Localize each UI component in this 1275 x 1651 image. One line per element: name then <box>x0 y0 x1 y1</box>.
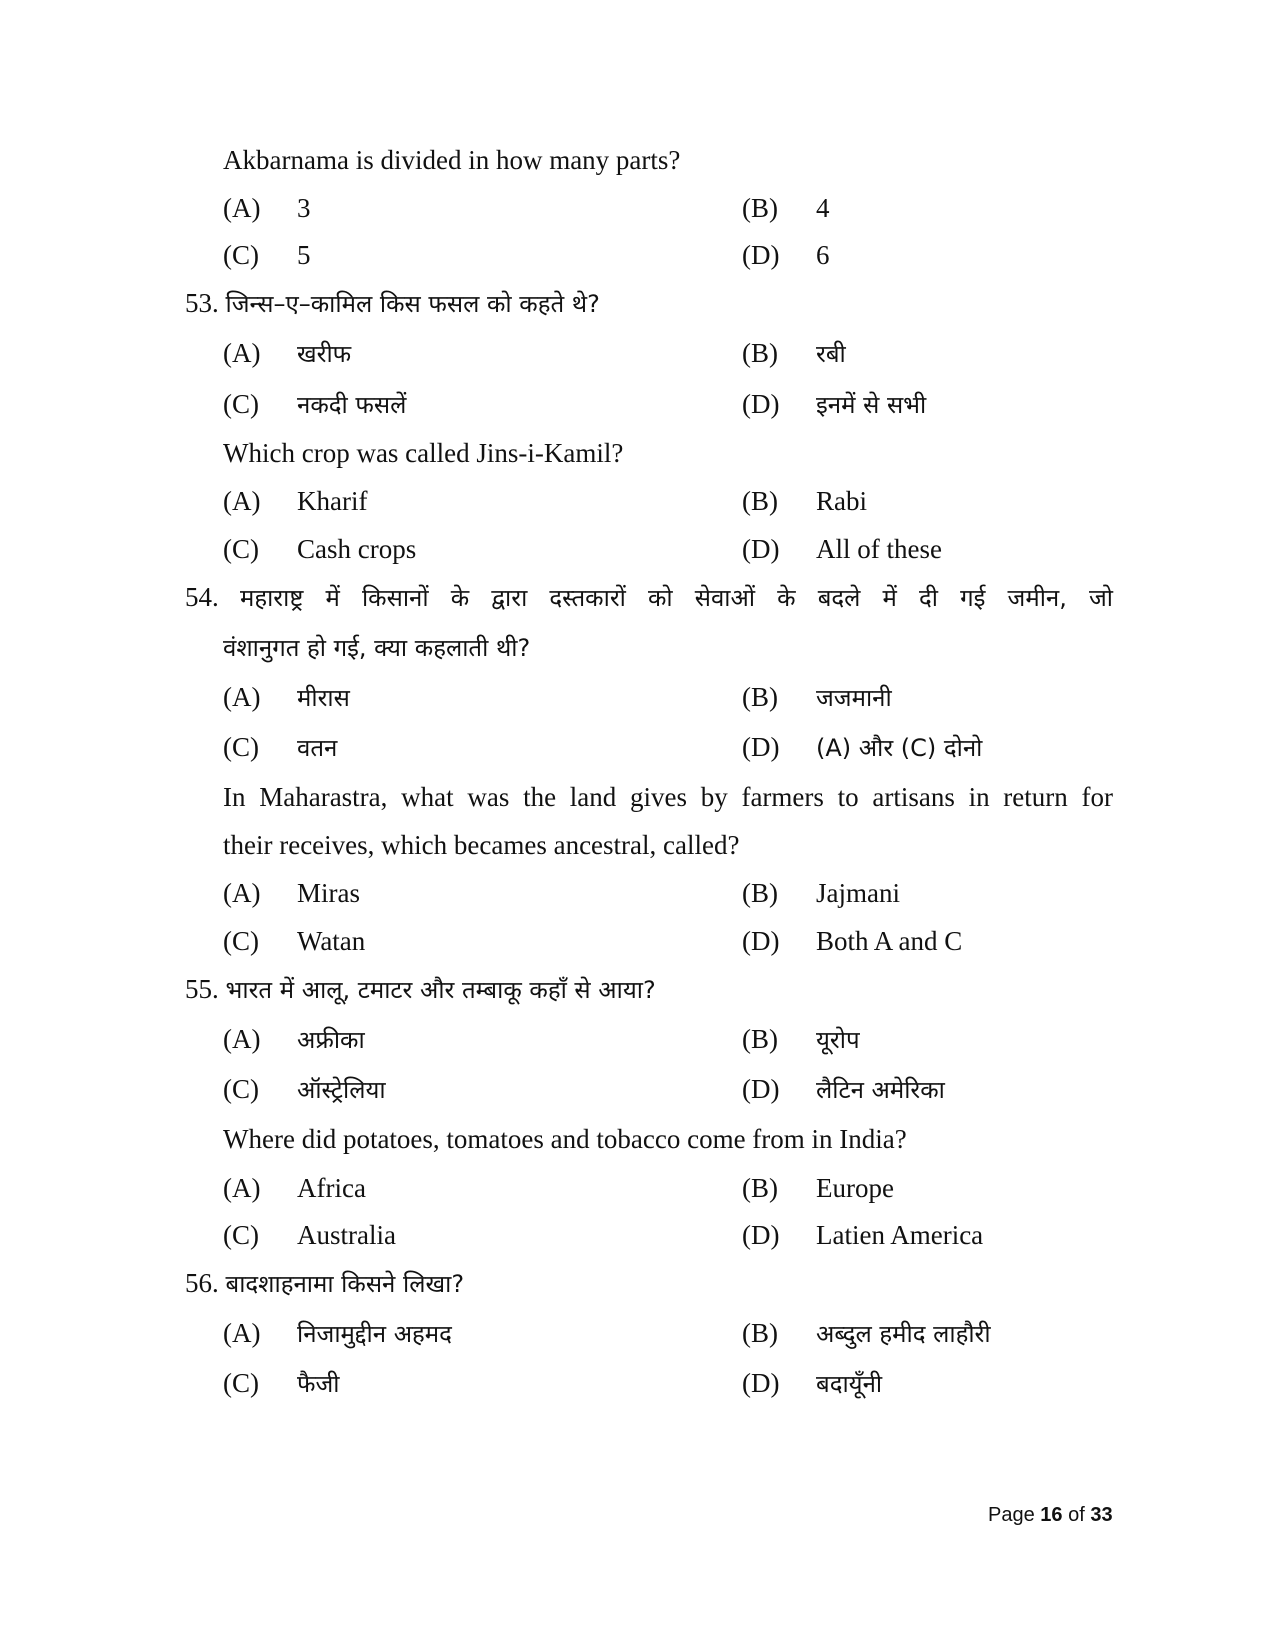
question-56-hindi: 56. बादशाहनामा किसने लिखा? <box>185 1268 465 1298</box>
q53-en-option-b: (B) Rabi <box>742 486 867 516</box>
question-number: 54. <box>185 582 219 612</box>
q52-option-a: (A) 3 <box>223 193 311 223</box>
question-55-english: Where did potatoes, tomatoes and tobacco come from in India? <box>223 1124 907 1154</box>
q52-option-d: (D) 6 <box>742 240 830 270</box>
q54-en-option-b: (B) Jajmani <box>742 878 900 908</box>
question-54-hindi-line2: वंशानुगत हो गई, क्या कहलाती थी? <box>223 634 531 662</box>
q54-hi-option-a: (A) मीरास <box>223 682 350 712</box>
question-53-english: Which crop was called Jins-i-Kamil? <box>223 438 624 468</box>
q55-en-option-c: (C) Australia <box>223 1220 396 1250</box>
q55-en-option-a: (A) Africa <box>223 1173 366 1203</box>
q52-option-c: (C) 5 <box>223 240 311 270</box>
q55-hi-option-b: (B) यूरोप <box>742 1024 860 1054</box>
question-number: 53. <box>185 288 219 318</box>
q53-hi-option-b: (B) रबी <box>742 338 846 368</box>
question-52-english: Akbarnama is divided in how many parts? <box>223 145 681 175</box>
page-number-footer: Page 16 of 33 <box>988 1504 1113 1526</box>
q55-en-option-b: (B) Europe <box>742 1173 894 1203</box>
q53-en-option-a: (A) Kharif <box>223 486 368 516</box>
question-number: 56. <box>185 1268 219 1298</box>
q56-hi-option-b: (B) अब्दुल हमीद लाहौरी <box>742 1318 991 1348</box>
q54-hi-option-c: (C) वतन <box>223 732 338 762</box>
q53-hi-option-d: (D) इनमें से सभी <box>742 389 927 419</box>
q54-hi-option-d: (D) (A) और (C) दोनो <box>742 732 983 762</box>
q53-en-option-d: (D) All of these <box>742 534 942 564</box>
current-page: 16 <box>1040 1504 1063 1526</box>
question-54-hindi-line1: 54. महाराष्ट्र में किसानों के द्वारा दस्तकारों को सेवाओं के बदले में दी गई जमीन, जो <box>185 582 1113 612</box>
q53-hi-option-a: (A) खरीफ <box>223 338 352 368</box>
question-54-english-line2: their receives, which becames ancestral, called? <box>223 830 740 860</box>
q55-hi-option-d: (D) लैटिन अमेरिका <box>742 1074 945 1104</box>
question-54-english-line1: In Maharastra, what was the land gives by farmers to artisans in return for <box>223 782 1113 812</box>
q54-en-option-c: (C) Watan <box>223 926 366 956</box>
question-number: 55. <box>185 974 219 1004</box>
q54-en-option-a: (A) Miras <box>223 878 360 908</box>
question-53-hindi: 53. जिन्स–ए–कामिल किस फसल को कहते थे? <box>185 288 600 318</box>
q56-hi-option-c: (C) फैजी <box>223 1368 340 1398</box>
q55-hi-option-c: (C) ऑस्ट्रेलिया <box>223 1074 386 1104</box>
q52-option-b: (B) 4 <box>742 193 830 223</box>
q53-hi-option-c: (C) नकदी फसलें <box>223 389 407 419</box>
q54-en-option-d: (D) Both A and C <box>742 926 963 956</box>
q54-hi-option-b: (B) जजमानी <box>742 682 892 712</box>
q56-hi-option-a: (A) निजामुद्दीन अहमद <box>223 1318 452 1348</box>
q55-en-option-d: (D) Latien America <box>742 1220 984 1250</box>
total-pages: 33 <box>1090 1504 1113 1526</box>
q53-en-option-c: (C) Cash crops <box>223 534 417 564</box>
question-55-hindi: 55. भारत में आलू, टमाटर और तम्बाकू कहाँ से आया? <box>185 974 656 1004</box>
q56-hi-option-d: (D) बदायूँनी <box>742 1368 883 1398</box>
q55-hi-option-a: (A) अफ्रीका <box>223 1024 365 1054</box>
